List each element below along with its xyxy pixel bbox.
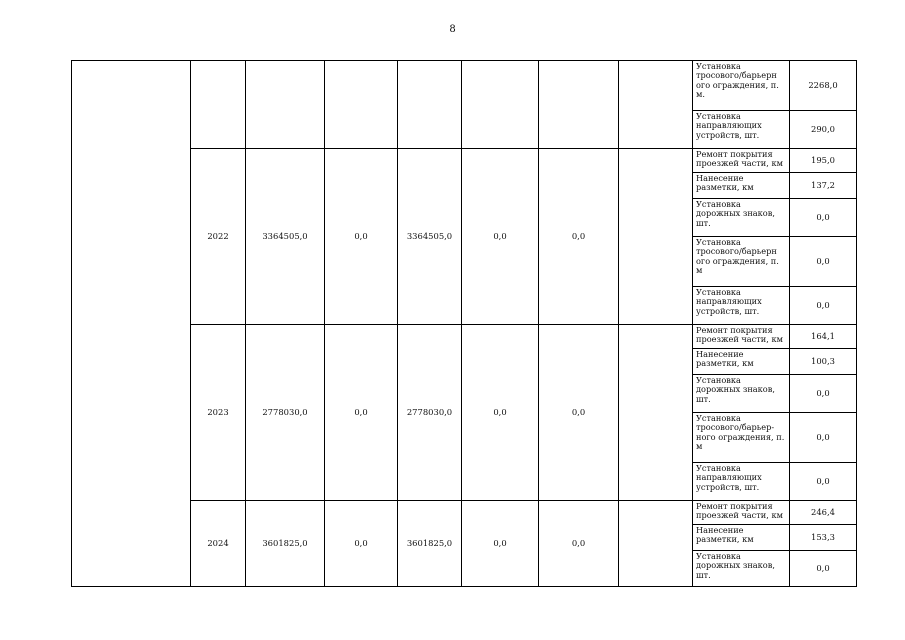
indicator-value: 0,0 xyxy=(790,413,857,463)
federal-funding-cell: 0,0 xyxy=(325,501,398,587)
prev-reg-cell xyxy=(398,61,462,149)
result-cell xyxy=(619,325,693,501)
program-name-cell xyxy=(72,61,191,587)
indicator-cell: Установка тросового/барьерн ого ограждения, п. м xyxy=(693,237,790,287)
indicator-cell: Установка направляющих устройств, шт. xyxy=(693,111,790,149)
indicator-cell: Установка направляющих устройств, шт. xyxy=(693,287,790,325)
year-cell: 2022 xyxy=(191,149,246,325)
other-funding-cell: 0,0 xyxy=(539,149,619,325)
indicator-value: 195,0 xyxy=(790,149,857,173)
indicator-value: 0,0 xyxy=(790,551,857,587)
indicator-cell: Ремонт покрытия проезжей части, км xyxy=(693,325,790,349)
indicator-value: 0,0 xyxy=(790,237,857,287)
indicator-cell: Ремонт покрытия проезжей части, км xyxy=(693,149,790,173)
year-cell: 2023 xyxy=(191,325,246,501)
total-funding-cell: 2778030,0 xyxy=(246,325,325,501)
indicator-cell: Нанесение разметки, км xyxy=(693,349,790,375)
indicator-value: 100,3 xyxy=(790,349,857,375)
indicator-cell: Установка дорожных знаков, шт. xyxy=(693,551,790,587)
indicator-value: 2268,0 xyxy=(790,61,857,111)
indicator-cell: Установка дорожных знаков, шт. xyxy=(693,199,790,237)
indicator-cell: Ремонт покрытия проезжей части, км xyxy=(693,501,790,525)
prev-result-cell xyxy=(619,61,693,149)
total-funding-cell: 3601825,0 xyxy=(246,501,325,587)
indicator-cell: Нанесение разметки, км xyxy=(693,525,790,551)
indicator-cell: Установка дорожных знаков, шт. xyxy=(693,375,790,413)
indicator-cell: Установка тросового/барьерн ого ограждения, п. м. xyxy=(693,61,790,111)
indicator-value: 0,0 xyxy=(790,463,857,501)
program-table xyxy=(71,60,857,587)
other-funding-cell: 0,0 xyxy=(539,501,619,587)
table-body xyxy=(72,61,857,587)
prev-other-cell xyxy=(539,61,619,149)
regional-funding-cell: 3601825,0 xyxy=(398,501,462,587)
regional-funding-cell: 2778030,0 xyxy=(398,325,462,501)
total-funding-cell: 3364505,0 xyxy=(246,149,325,325)
indicator-value: 0,0 xyxy=(790,375,857,413)
prev-total-cell xyxy=(246,61,325,149)
regional-funding-cell: 3364505,0 xyxy=(398,149,462,325)
indicator-cell: Установка направляющих устройств, шт. xyxy=(693,463,790,501)
indicator-value: 153,3 xyxy=(790,525,857,551)
indicator-value: 137,2 xyxy=(790,173,857,199)
other-funding-cell: 0,0 xyxy=(539,325,619,501)
result-cell xyxy=(619,149,693,325)
prev-year-cell xyxy=(191,61,246,149)
year-cell: 2024 xyxy=(191,501,246,587)
indicator-value: 0,0 xyxy=(790,199,857,237)
indicator-value: 164,1 xyxy=(790,325,857,349)
indicator-value: 0,0 xyxy=(790,287,857,325)
federal-funding-cell: 0,0 xyxy=(325,149,398,325)
indicator-cell: Установка тросового/барьер- ного ограждения, п. м xyxy=(693,413,790,463)
indicator-value: 290,0 xyxy=(790,111,857,149)
municipal-funding-cell: 0,0 xyxy=(462,149,539,325)
indicator-cell: Нанесение разметки, км xyxy=(693,173,790,199)
municipal-funding-cell: 0,0 xyxy=(462,501,539,587)
prev-mun-cell xyxy=(462,61,539,149)
page-number: 8 xyxy=(449,24,456,35)
prev-fed-cell xyxy=(325,61,398,149)
result-cell xyxy=(619,501,693,587)
indicator-value: 246,4 xyxy=(790,501,857,525)
federal-funding-cell: 0,0 xyxy=(325,325,398,501)
table-row xyxy=(72,61,857,111)
municipal-funding-cell: 0,0 xyxy=(462,325,539,501)
